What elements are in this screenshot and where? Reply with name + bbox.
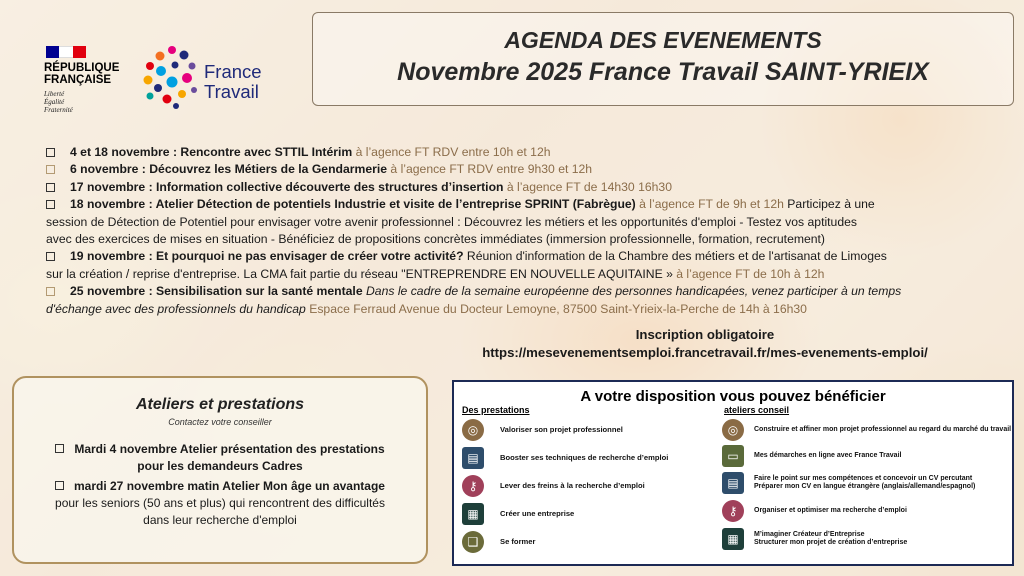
conseil-header: ateliers conseil [724, 405, 790, 415]
building-icon: ▦ [722, 528, 744, 550]
event-description: sur la création / reprise d'entreprise. La CMA fait partie du réseau "ENTREPRENDRE EN NOUVELLE AQUITAINE » [46, 266, 673, 281]
rf-name-line: FRANÇAISE [44, 74, 112, 86]
disposition-panel [452, 380, 1014, 566]
prestation-item [462, 417, 623, 443]
checkbox-bullet-icon [46, 200, 55, 209]
atelier-item [14, 441, 426, 458]
rf-motto-line: Égalité [44, 98, 65, 106]
event-description: d'échange avec des professionnels du handicap [46, 301, 306, 316]
french-flag-icon [46, 46, 86, 58]
prestation-item [462, 445, 668, 471]
event-location: Espace Ferraud Avenue du Docteur Lemoyne, 87500 Saint-Yrieix-la-Perche de 14h à 16h30 [305, 301, 807, 316]
atelier-text: pour les seniors (50 ans et plus) qui rencontrent des difficultés [55, 496, 385, 510]
atelier-text: pour les demandeurs Cadres [137, 459, 303, 473]
conseil-label: Mes démarches en ligne avec France Travail [754, 452, 902, 459]
event-title: 4 et 18 novembre : Rencontre avec STTIL Intérim [70, 145, 353, 159]
conseil-item [722, 417, 1012, 443]
prestation-item [462, 473, 645, 499]
event-location: à l’agence FT RDV entre 10h et 12h [352, 145, 551, 159]
event-item [46, 144, 996, 161]
folder-icon: ▤ [722, 472, 744, 494]
checkbox-bullet-icon [55, 481, 64, 490]
france-travail-dots-icon [142, 44, 202, 110]
book-icon: ❑ [462, 531, 484, 553]
laptop-icon: ▭ [722, 445, 744, 467]
building-icon: ▦ [462, 503, 484, 525]
event-description: Participez à une [783, 197, 875, 212]
event-item [46, 196, 996, 248]
event-item [46, 161, 996, 178]
conseil-label [754, 475, 975, 491]
prestation-label: Lever des freins à la recherche d’emploi [500, 480, 645, 490]
atelier-item [14, 478, 426, 495]
rf-motto-line: Fraternité [44, 106, 73, 114]
prestation-label: Se former [500, 536, 536, 546]
event-location: à l’agence FT de 10h à 12h [672, 266, 825, 281]
event-description: Dans le cadre de la semaine européenne des personnes handicapées, venez participer à un temps [362, 284, 902, 299]
event-item [46, 179, 996, 196]
prestation-item [462, 501, 574, 527]
event-location: à l’agence FT RDV entre 9h30 et 12h [387, 162, 593, 177]
ateliers-list [14, 441, 426, 529]
republique-francaise-logo [44, 46, 144, 114]
page-title: AGENDA DES EVENEMENTS [504, 27, 822, 53]
event-title: 17 novembre : Information collective découverte des structures d’insertion [70, 179, 504, 194]
ft-name-line: France [204, 61, 262, 82]
checkbox-bullet-icon [46, 165, 55, 174]
events-list [46, 144, 996, 318]
conseil-item [722, 526, 1012, 552]
event-description: Réunion d'information de la Chambre des métiers et de l'artisanat de Limoges [463, 249, 887, 264]
conseil-item [722, 443, 1012, 469]
rf-motto-line: Liberté [44, 90, 65, 98]
conseil-label: Construire et affiner mon projet professionnel au regard du marché du travail [754, 426, 1012, 433]
checkbox-bullet-icon [46, 183, 55, 192]
conseil-label [754, 531, 907, 547]
key-icon: ⚷ [462, 475, 484, 497]
atelier-text: Mardi 4 novembre Atelier présentation des prestations [74, 442, 385, 456]
folder-icon: ▤ [462, 447, 484, 469]
event-description: avec des exercices de mises en situation - Bénéficiez de propositions concrètes immédiates (immersion professionnelle, formation, recrutement) [46, 232, 825, 247]
ateliers-title: Ateliers et prestations [135, 396, 305, 413]
checkbox-bullet-icon [46, 287, 55, 296]
ateliers-box [12, 376, 428, 564]
prestation-item [462, 529, 535, 555]
event-title: 6 novembre : Découvrez les Métiers de la Gendarmerie [70, 162, 388, 177]
event-title: 25 novembre : Sensibilisation sur la santé mentale [70, 284, 363, 299]
event-location: à l’agence FT de 9h et 12h [635, 197, 784, 212]
inscription-link[interactable]: https://mesevenementsemploi.francetravail.fr/mes-evenements-emploi/ [482, 345, 928, 360]
atelier-text: dans leur recherche d'emploi [143, 513, 297, 527]
page-subtitle: Novembre 2025 France Travail SAINT-YRIEIX [397, 58, 929, 86]
checkbox-bullet-icon [46, 148, 55, 157]
conseil-item [722, 470, 1012, 496]
rf-name-line: RÉPUBLIQUE [44, 62, 120, 74]
prestation-label: Valoriser son projet professionnel [500, 424, 623, 434]
event-title: 18 novembre : Atelier Détection de potentiels Industrie et visite de l’entreprise SPRINT (Fabrègue) [70, 197, 636, 212]
event-item [46, 283, 996, 318]
key-icon: ⚷ [722, 500, 744, 522]
inscription-block [420, 326, 990, 362]
title-box [312, 12, 1014, 106]
prestation-label: Créer une entreprise [500, 508, 575, 518]
target-icon: ◎ [722, 419, 744, 441]
ateliers-subtitle: Contactez votre conseiller [168, 417, 272, 427]
prestation-label: Booster ses techniques de recherche d’emploi [500, 452, 669, 462]
conseil-label-line: Faire le point sur mes compétences et concevoir un CV percutant [754, 475, 973, 482]
conseil-label-line: M’imaginer Créateur d’Entreprise [754, 531, 865, 538]
conseil-label-line: Structurer mon projet de création d’entreprise [754, 539, 908, 546]
conseil-label: Organiser et optimiser ma recherche d’emploi [754, 507, 907, 514]
france-travail-logo [142, 44, 302, 114]
checkbox-bullet-icon [55, 444, 64, 453]
conseil-item [722, 498, 1012, 524]
conseil-label-line: Préparer mon CV en langue étrangère (anglais/allemand/espagnol) [754, 483, 976, 490]
target-icon: ◎ [462, 419, 484, 441]
disposition-title: A votre disposition vous pouvez bénéficier [580, 388, 886, 405]
ft-name-line: Travail [204, 81, 259, 102]
atelier-text: mardi 27 novembre matin Atelier Mon âge un avantage [74, 479, 385, 493]
event-description: session de Détection de Potentiel pour envisager votre avenir professionnel : Découvrez les métiers et les opportunités d'emploi - Testez vos aptitudes [46, 214, 857, 229]
prestations-header: Des prestations [462, 405, 530, 415]
event-title: 19 novembre : Et pourquoi ne pas envisager de créer votre activité? [70, 249, 464, 264]
event-item [46, 248, 996, 283]
checkbox-bullet-icon [46, 252, 55, 261]
event-location: à l’agence FT de 14h30 16h30 [503, 179, 672, 194]
inscription-label: Inscription obligatoire [635, 327, 775, 342]
